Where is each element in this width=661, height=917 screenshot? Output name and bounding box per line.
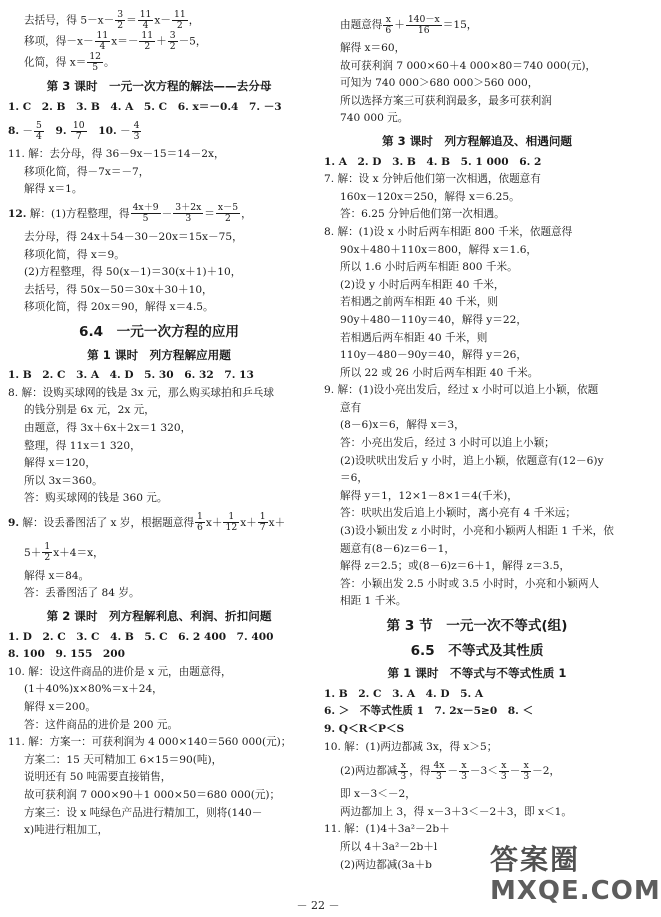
text-line: 11. 解：去分母，得 36－9x－15＝14－2x， (8, 148, 225, 161)
site-watermark-logo (490, 838, 661, 912)
right-column (324, 10, 630, 874)
answer-line: 1. C 2. B 3. B 4. A 5. C 6. x＝－0.4 7. －3 (8, 100, 282, 113)
text-line: 由题意，得 3x＋6x＋2x＝1 320， (24, 421, 192, 434)
section-title: 6.5 不等式及其性质 (410, 642, 544, 659)
text-line: 去括号，得 5－x－ $\frac{3}{2}$ ＝ $\frac{11}{4}$ x－ $\frac{11}{2}$ ， (24, 9, 200, 31)
text-line: (1＋40%)x×80%＝x＋24， (24, 683, 163, 696)
text-line: (2)设吠吠出发后 y 小时，追上小颖，依题意有(12－6)y (340, 454, 604, 467)
answer-line: 1. B 2. C 3. A 4. D 5. 30 6. 32 7. 13 (8, 369, 254, 382)
text-line: 8. 解：设购买球网的钱是 3x 元，那么购买球拍和乒乓球 (8, 386, 274, 399)
text-line: 740 000 元。 (340, 112, 409, 125)
text-line: (2)设 y 小时后两车相距 40 千米， (340, 278, 505, 291)
text-line: ＝6， (340, 472, 368, 485)
lesson-title: 第 3 课时 列方程解追及、相遇问题 (381, 133, 573, 148)
left-column (8, 10, 310, 840)
text-line: (8－6)x＝6，解得 x＝3， (340, 419, 465, 432)
text-line: 的钱分别是 6x 元，2x 元， (24, 404, 155, 417)
text-line: 答：购买球网的钱是 360 元。 (24, 492, 168, 505)
text-line: 11. 解：(1)4＋3a²－2b＋ (324, 823, 450, 836)
text-line: 两边都加上 3，得 x－3＋3＜－2＋3，即 x＜1。 (340, 805, 572, 818)
text-line: 由题意得 $\frac{x}{6}$ ＋ $\frac{140-x}{16}$ ＝15， (340, 13, 478, 36)
text-line: 10. 解：设这件商品的进价是 x 元，由题意得， (8, 665, 232, 678)
text-line: 方案三：设 x 吨绿色产品进行精加工，则将(140－ (24, 806, 263, 819)
text-line: 说明还有 50 吨需要直接销售， (24, 771, 172, 784)
text-line: 所以选择方案三可获利润最多，最多可获利润 (340, 94, 552, 107)
text-line: (2)方程整理，得 50(x－1)＝30(x＋1)＋10， (24, 266, 242, 279)
text-line: 可知为 740 000＞680 000＞560 000， (340, 77, 539, 90)
text-line: 7. 解：设 x 分钟后他们第一次相遇，依题意有 (324, 173, 541, 186)
text-line: 若相遇之前两车相距 40 千米，则 (340, 296, 498, 309)
text-line: 12. 解：(1)方程整理，得 $\frac{4x+9}{5}$ － $\frac{3+2x}{3}$ ＝ $\frac{x-5}{2}$ ， (8, 202, 252, 225)
page-number: － 22 － (296, 899, 340, 912)
lesson-title: 第 3 课时 一元一次方程的解法——去分母 (46, 79, 272, 93)
text-line: 去括号，得 50x－50＝30x＋30＋10， (24, 283, 213, 296)
text-line: 若相遇后两车相距 40 千米，则 (340, 331, 488, 344)
text-line: 所以 1.6 小时后两车相距 800 千米。 (340, 261, 518, 274)
answer-line: 8. － $\frac{5}{4}$ 9. $\frac{10}{7}$ 10. － $\frac{4}{3}$ (8, 119, 140, 142)
text-line: 方案二：15 天可精加工 6×15＝90(吨)， (24, 753, 223, 766)
answer-line: 8. 100 9. 155 200 (8, 648, 126, 661)
text-line: 即 x－3＜－2， (340, 788, 416, 801)
text-line: 答：6.25 分钟后他们第一次相遇。 (340, 208, 505, 221)
text-line: 故可获利润 7 000×90＋1 000×50＝680 000(元)； (24, 789, 281, 801)
answer-line: 1. D 2. C 3. C 4. B 5. C 6. 2 400 7. 400 (8, 630, 274, 643)
text-line: 解得 x＝84。 (24, 569, 90, 582)
text-line: 10. 解：(1)两边都减 3x，得 x＞5； (324, 740, 498, 753)
text-line: 解得 x＝120， (24, 457, 96, 470)
text-line: (2)两边都减 $\frac{x}{3}$ ，得 $\frac{4x}{3}$ － $\frac{x}{3}$ －3＜ $\frac{x}{3}$ － $\frac{x}{3}$ －2， (340, 759, 561, 782)
text-line: 所以 3x＝360。 (24, 474, 103, 487)
text-line: 答：这件商品的进价是 200 元。 (24, 718, 179, 731)
watermark-bottom-text: MXQE.COM (490, 876, 661, 906)
answer-line: 6. ＞ 不等式性质 1 7. 2x－5≥0 8. ＜ (324, 705, 534, 718)
text-line: (3)设小颖出发 z 小时时，小亮和小颖两人相距 1 千米，依 (340, 525, 614, 538)
text-line: 化简，得 x＝ $\frac{12}{5}$ 。 (24, 51, 115, 73)
text-line: 解得 z＝2.5；或(8－6)z＝6＋1，解得 z＝3.5， (340, 560, 571, 573)
text-line: 相距 1 千米。 (340, 595, 407, 608)
text-line: 160x－120x＝250，解得 x＝6.25。 (340, 190, 520, 203)
text-line: 答：小颖出发 2.5 小时或 3.5 小时时，小亮和小颖两人 (340, 577, 600, 590)
answer-line: 1. A 2. D 3. B 4. B 5. 1 000 6. 2 (324, 155, 542, 168)
text-line: (2)两边都减(3a＋b (340, 858, 432, 871)
text-line: 移项化简，得 20x＝90，解得 x＝4.5。 (24, 301, 214, 314)
text-line: 移项化简，得－7x＝－7， (24, 165, 150, 178)
text-line: 解得 x＝1。 (24, 183, 83, 196)
text-line: 解得 x＝200。 (24, 701, 96, 714)
text-line: 9. 解：(1)设小亮出发后，经过 x 小时可以追上小颖，依题 (324, 384, 599, 397)
section-title: 6.4 一元一次方程的应用 (78, 323, 240, 340)
text-line: 解得 x＝60， (340, 42, 406, 54)
lesson-title: 第 2 课时 列方程解利息、利润、折扣问题 (46, 609, 272, 624)
text-line: x)吨进行粗加工， (24, 824, 109, 837)
text-line: 5＋ $\frac{1}{2}$ x＋4＝x， (24, 541, 104, 564)
text-line: 答：小亮出发后，经过 3 小时可以追上小颖； (340, 437, 555, 450)
lesson-title: 第 1 课时 列方程解应用题 (87, 347, 231, 362)
text-line: 意有 (340, 401, 362, 414)
text-line: 90x＋480＋110x＝800，解得 x＝1.6， (340, 243, 538, 256)
text-line: 移项，得－x－ $\frac{11}{4}$ x＝－ $\frac{11}{2}$ ＋ $\frac{3}{2}$ －5， (24, 30, 207, 52)
text-line: 所以 22 或 26 小时后两车相距 40 千米。 (340, 366, 539, 379)
text-line: 故可获利润 7 000×60＋4 000×80＝740 000(元)， (340, 59, 597, 72)
text-line: 答：吠吠出发后追上小颖时，离小亮有 4 千米远； (340, 507, 576, 520)
answer-line: 9. Q＜R＜P＜S (324, 722, 405, 735)
text-line: 所以 4＋3a²－2b＋l (340, 840, 438, 853)
answer-line: 1. B 2. C 3. A 4. D 5. A (324, 687, 484, 700)
text-line: 解得 y＝1，12×1－8×1＝4(千米)， (340, 489, 518, 502)
text-line: 去分母，得 24x＋54－30－20x＝15x－75， (24, 230, 243, 243)
text-line: 11. 解：方案一：可获利润为 4 000×140＝560 000(元)； (8, 736, 292, 749)
text-line: 110y－480－90y＝40，解得 y＝26， (340, 349, 527, 362)
text-line: 8. 解：(1)设 x 小时后两车相距 800 千米，依题意得 (324, 225, 573, 238)
section-title: 第 3 节 一元一次不等式(组) (386, 618, 568, 634)
text-line: 9. 解：设丢番图活了 x 岁，根据题意得 $\frac{1}{6}$ x＋ $\frac{1}{12}$ x＋ $\frac{1}{7}$ x＋ (8, 511, 286, 534)
text-line: 题意有(8－6)z＝6－1， (340, 542, 455, 555)
text-line: 移项化简，得 x＝9。 (24, 248, 125, 261)
text-line: 90y＋480－110y＝40，解得 y＝22， (340, 313, 527, 326)
lesson-title: 第 1 课时 不等式与不等式性质 1 (387, 666, 567, 681)
text-line: 答：丢番图活了 84 岁。 (24, 587, 140, 600)
watermark-top-text: 答案圈 (490, 843, 581, 876)
text-line: 整理，得 11x＝1 320， (24, 439, 141, 452)
